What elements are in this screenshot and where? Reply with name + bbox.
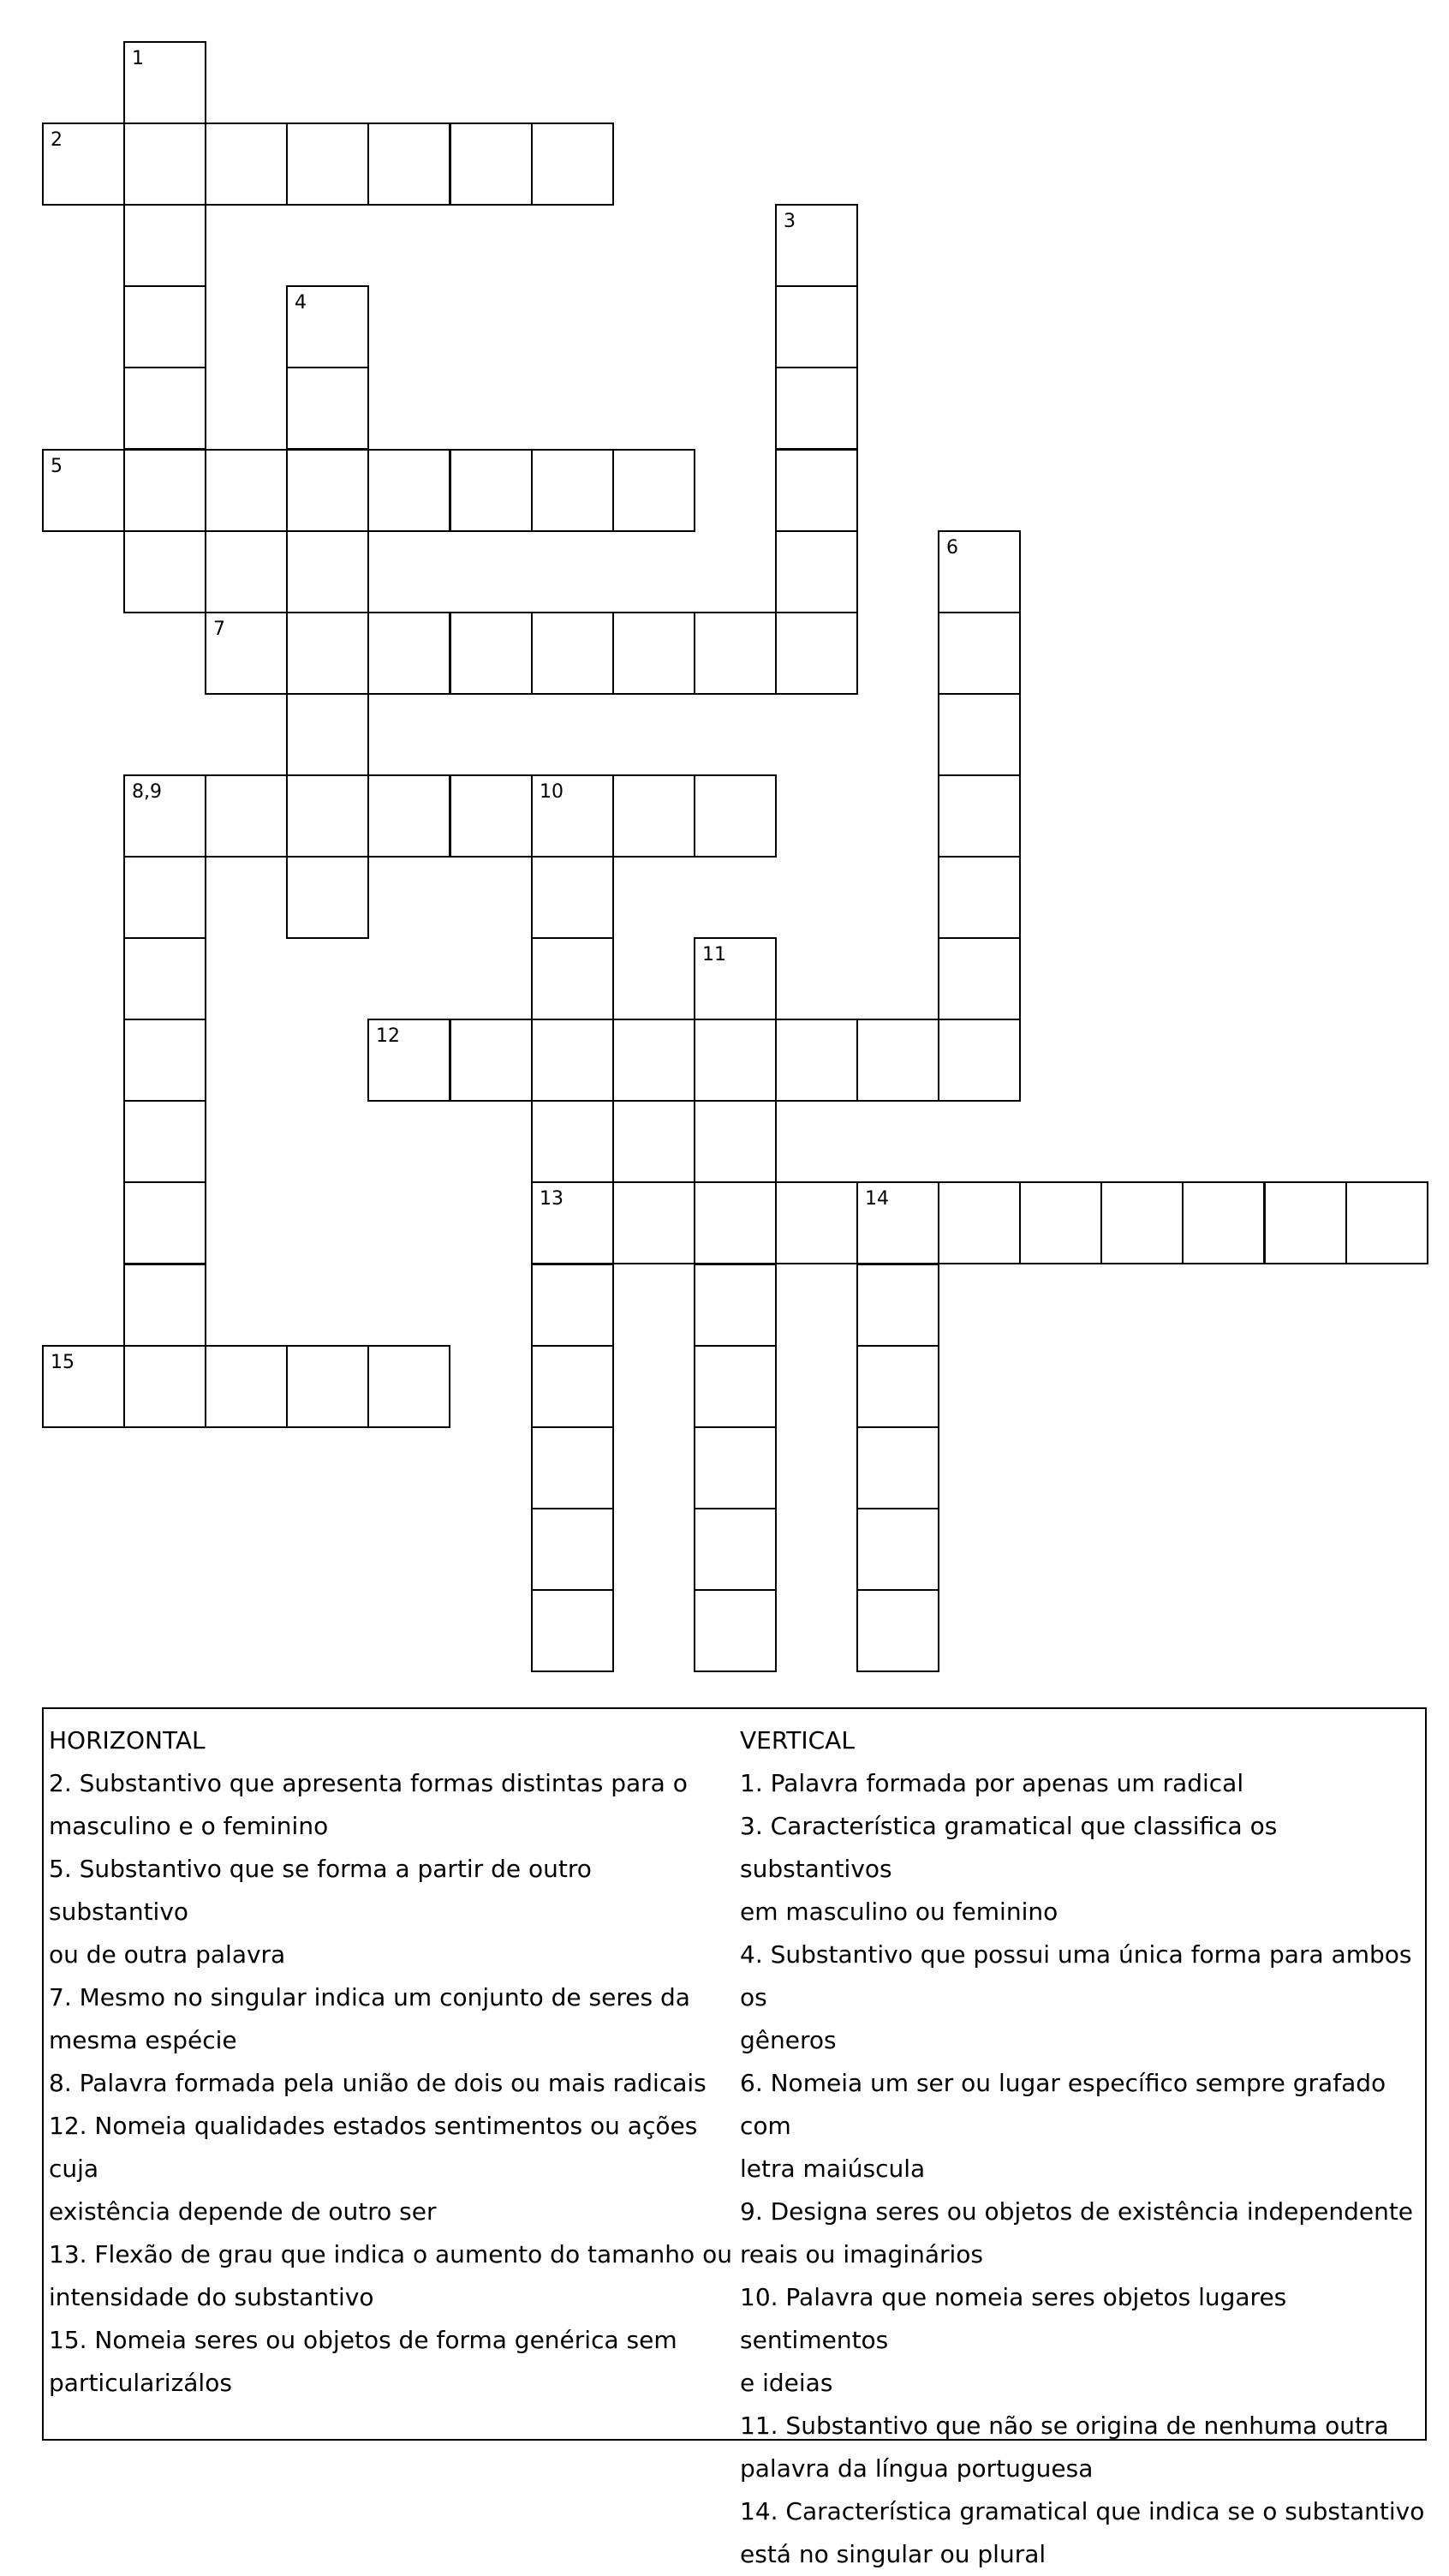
clue-line: 8. Palavra formada pela união de dois ou mais radicais: [49, 2069, 707, 2097]
clue-line: 1. Palavra formada por apenas um radical: [740, 1769, 1244, 1797]
grid-cell[interactable]: [123, 774, 206, 858]
grid-cell[interactable]: [612, 612, 695, 695]
grid-cell[interactable]: [1100, 1181, 1184, 1264]
clue-line: masculino e o feminino: [49, 1812, 329, 1840]
grid-cell[interactable]: [938, 774, 1021, 858]
horizontal-clues: [49, 1719, 734, 2405]
grid-cell[interactable]: [694, 1264, 777, 1347]
grid-cell[interactable]: [286, 123, 369, 206]
grid-cell[interactable]: [612, 774, 695, 858]
grid-cell[interactable]: [205, 449, 288, 532]
grid-cell[interactable]: [42, 449, 125, 532]
clue-number: 7: [213, 619, 225, 640]
grid-cell[interactable]: [856, 1264, 939, 1347]
grid-cell[interactable]: [775, 1019, 858, 1102]
clue-number: 8,9: [132, 781, 162, 803]
grid-cell[interactable]: [612, 1181, 695, 1264]
grid-cell[interactable]: [123, 856, 206, 939]
clue-number: 14: [865, 1188, 889, 1210]
grid-cell[interactable]: [123, 1181, 206, 1264]
grid-cell[interactable]: [205, 530, 288, 613]
clue-line: reais ou imaginários: [740, 2240, 984, 2268]
clue-line: intensidade do substantivo: [49, 2283, 374, 2311]
clue-line: 3. Característica gramatical que classifica os substantivos: [740, 1812, 1278, 1883]
grid-cell[interactable]: [775, 204, 858, 287]
grid-cell[interactable]: [694, 1589, 777, 1672]
grid-cell[interactable]: [775, 612, 858, 695]
clue-box: [42, 1707, 1427, 2568]
grid-cell[interactable]: [856, 1508, 939, 1591]
grid-cell[interactable]: [450, 612, 533, 695]
grid-cell[interactable]: [286, 856, 369, 939]
clue-line: existência depende de outro ser: [49, 2197, 437, 2226]
grid-cell[interactable]: [775, 1181, 858, 1264]
grid-cell[interactable]: [531, 1019, 614, 1102]
grid-cell[interactable]: [123, 1345, 206, 1428]
clue-line: 9. Designa seres ou objetos de existência independente: [740, 2197, 1414, 2226]
grid-cell[interactable]: [612, 449, 695, 532]
grid-cell[interactable]: [531, 123, 614, 206]
grid-cell[interactable]: [938, 612, 1021, 695]
clue-line: está no singular ou plural: [740, 2540, 1046, 2568]
clue-number: 1: [132, 48, 144, 69]
grid-cell[interactable]: [205, 774, 288, 858]
vertical-clues: [740, 1719, 1425, 2576]
grid-cell[interactable]: [938, 1019, 1021, 1102]
grid-cell[interactable]: [775, 285, 858, 368]
clue-line: ou de outra palavra: [49, 1940, 286, 1969]
grid-cell[interactable]: [1019, 1181, 1102, 1264]
grid-cell[interactable]: [286, 774, 369, 858]
clue-line: gêneros: [740, 2026, 837, 2054]
clue-line: particularizálos: [49, 2369, 232, 2397]
grid-cell[interactable]: [694, 1508, 777, 1591]
grid-cell[interactable]: [856, 1181, 939, 1264]
grid-cell[interactable]: [42, 1345, 125, 1428]
grid-cell[interactable]: [286, 612, 369, 695]
grid-cell[interactable]: [694, 1345, 777, 1428]
grid-cell[interactable]: [123, 937, 206, 1020]
grid-cell[interactable]: [286, 367, 369, 450]
grid-cell[interactable]: [694, 612, 777, 695]
grid-cell[interactable]: [450, 1019, 533, 1102]
grid-cell[interactable]: [531, 1345, 614, 1428]
horizontal-title: HORIZONTAL: [49, 1726, 206, 1754]
grid-cell[interactable]: [531, 1100, 614, 1183]
grid-cell[interactable]: [367, 123, 450, 206]
grid-cell[interactable]: [286, 693, 369, 776]
grid-cell[interactable]: [531, 1426, 614, 1509]
grid-cell[interactable]: [531, 612, 614, 695]
grid-cell[interactable]: [1264, 1181, 1347, 1264]
grid-cell[interactable]: [123, 285, 206, 368]
grid-cell[interactable]: [531, 1181, 614, 1264]
grid-cell[interactable]: [123, 449, 206, 532]
grid-cell[interactable]: [531, 774, 614, 858]
vertical-title: VERTICAL: [740, 1726, 855, 1754]
grid-cell[interactable]: [367, 612, 450, 695]
grid-cell[interactable]: [367, 1019, 450, 1102]
grid-cell[interactable]: [367, 774, 450, 858]
clue-number: 10: [540, 781, 564, 803]
clue-line: 15. Nomeia seres ou objetos de forma genérica sem: [49, 2326, 677, 2354]
grid-cell[interactable]: [286, 1345, 369, 1428]
grid-cell[interactable]: [205, 1345, 288, 1428]
grid-cell[interactable]: [531, 856, 614, 939]
grid-cell[interactable]: [775, 530, 858, 613]
clue-line: e ideias: [740, 2369, 833, 2397]
grid-cell[interactable]: [531, 1589, 614, 1672]
clue-number: 4: [295, 292, 307, 314]
grid-cell[interactable]: [531, 449, 614, 532]
clue-number: 13: [540, 1188, 564, 1210]
grid-cell[interactable]: [42, 123, 125, 206]
clue-number: 15: [51, 1352, 75, 1373]
grid-cell[interactable]: [123, 41, 206, 124]
grid-cell[interactable]: [123, 1264, 206, 1347]
grid-cell[interactable]: [286, 449, 369, 532]
clue-line: 7. Mesmo no singular indica um conjunto de seres da: [49, 1983, 690, 2011]
clue-number: 3: [784, 211, 796, 232]
clue-line: 2. Substantivo que apresenta formas distintas para o: [49, 1769, 688, 1797]
clue-line: mesma espécie: [49, 2026, 237, 2054]
clue-number: 11: [702, 944, 726, 965]
grid-cell[interactable]: [694, 774, 777, 858]
grid-cell[interactable]: [123, 123, 206, 206]
clue-line: letra maiúscula: [740, 2155, 926, 2183]
grid-cell[interactable]: [286, 285, 369, 368]
grid-cell[interactable]: [856, 1589, 939, 1672]
grid-cell[interactable]: [531, 937, 614, 1020]
grid-cell[interactable]: [367, 449, 450, 532]
grid-cell[interactable]: [123, 367, 206, 450]
clue-number: 12: [376, 1025, 400, 1047]
grid-cell[interactable]: [612, 1019, 695, 1102]
clue-line: 11. Substantivo que não se origina de nenhuma outra: [740, 2412, 1389, 2440]
grid-cell[interactable]: [531, 1508, 614, 1591]
grid-cell[interactable]: [775, 367, 858, 450]
clue-line: palavra da língua portuguesa: [740, 2454, 1094, 2483]
grid-cell[interactable]: [1182, 1181, 1265, 1264]
clue-line: 4. Substantivo que possui uma única forma para ambos os: [740, 1940, 1412, 2011]
clue-number: 2: [51, 129, 63, 151]
clue-number: 6: [946, 537, 958, 559]
grid-cell[interactable]: [205, 123, 288, 206]
grid-cell[interactable]: [286, 530, 369, 613]
grid-cell[interactable]: [205, 612, 288, 695]
grid-cell[interactable]: [123, 1100, 206, 1183]
grid-cell[interactable]: [123, 204, 206, 287]
grid-cell[interactable]: [694, 1100, 777, 1183]
clue-line: 10. Palavra que nomeia seres objetos lugares sentimentos: [740, 2283, 1287, 2354]
grid-cell[interactable]: [938, 1181, 1021, 1264]
grid-cell[interactable]: [694, 937, 777, 1020]
clue-line: 13. Flexão de grau que indica o aumento do tamanho ou: [49, 2240, 732, 2268]
clue-number: 5: [51, 456, 63, 477]
grid-cell[interactable]: [123, 1019, 206, 1102]
clue-line: em masculino ou feminino: [740, 1898, 1058, 1926]
grid-cell[interactable]: [938, 937, 1021, 1020]
grid-cell[interactable]: [450, 123, 533, 206]
grid-cell[interactable]: [694, 1181, 777, 1264]
grid-cell[interactable]: [694, 1426, 777, 1509]
grid-cell[interactable]: [775, 449, 858, 532]
grid-cell[interactable]: [694, 1019, 777, 1102]
grid-cell[interactable]: [531, 1264, 614, 1347]
grid-cell[interactable]: [856, 1426, 939, 1509]
grid-cell[interactable]: [856, 1019, 939, 1102]
grid-cell[interactable]: [938, 856, 1021, 939]
grid-cell[interactable]: [938, 530, 1021, 613]
grid-cell[interactable]: [123, 530, 206, 613]
grid-cell[interactable]: [856, 1345, 939, 1428]
grid-cell[interactable]: [367, 1345, 450, 1428]
clue-line: 6. Nomeia um ser ou lugar específico sempre grafado com: [740, 2069, 1386, 2140]
grid-cell[interactable]: [450, 449, 533, 532]
clue-line: 14. Característica gramatical que indica se o substantivo: [740, 2497, 1425, 2525]
grid-cell[interactable]: [938, 693, 1021, 776]
clue-line: 12. Nomeia qualidades estados sentimentos ou ações cuja: [49, 2112, 698, 2183]
clue-line: 5. Substantivo que se forma a partir de outro substantivo: [49, 1855, 592, 1926]
grid-cell[interactable]: [1345, 1181, 1428, 1264]
grid-cell[interactable]: [450, 774, 533, 858]
